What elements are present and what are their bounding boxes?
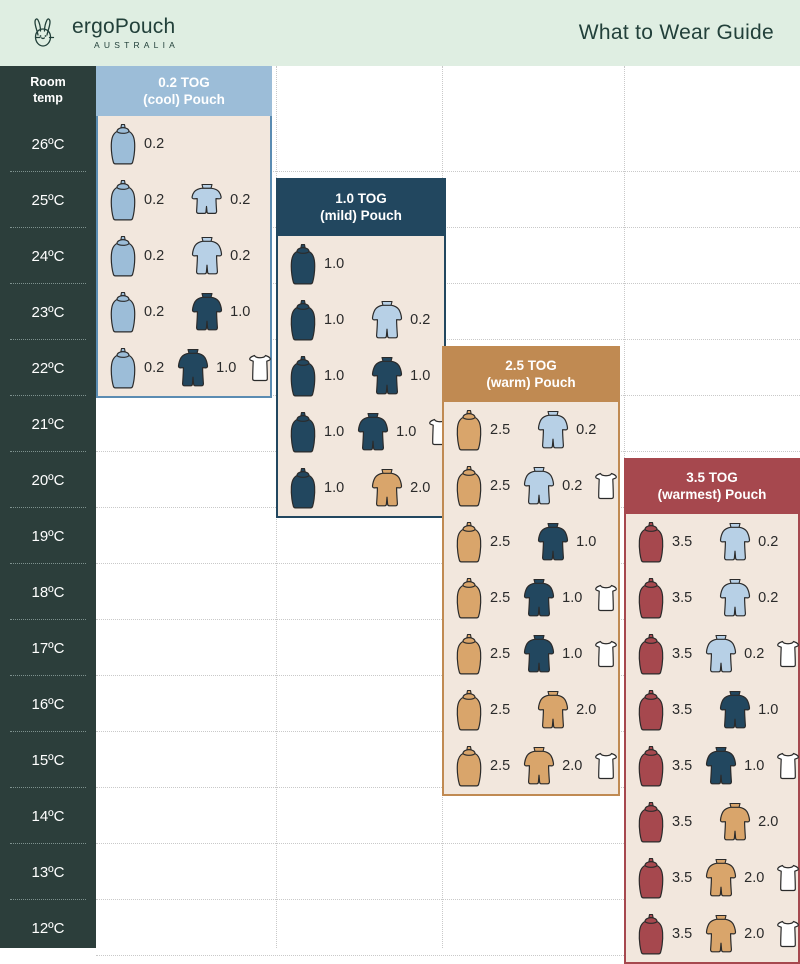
room-temp-column [0,66,96,948]
long-sleeve-suit-icon [522,575,556,621]
long-sleeve-suit-icon [370,465,404,511]
long-sleeve-suit-icon [536,407,570,453]
long-sleeve-suit-icon [522,631,556,677]
long-sleeve-suit-icon [176,345,210,391]
tog-value-label: 3.5 [672,814,693,830]
tog-value-label: 2.0 [744,870,765,886]
room-temp-cell: 17ºC [0,620,96,676]
tog-column-3-5 [624,458,800,964]
tog-value-label: 3.5 [672,646,693,662]
tog-row [626,850,798,906]
long-sleeve-suit-icon [536,407,570,453]
tog-value-label: 0.2 [758,590,779,606]
tog-title-line2: (mild) Pouch [320,208,402,223]
tog-value-label: 0.2 [144,360,165,376]
tog-value-label: 2.5 [490,478,511,494]
tog-value-label: 0.2 [758,534,779,550]
tog-value-label: 1.0 [744,758,765,774]
tog-value-label: 2.5 [490,702,511,718]
long-sleeve-suit-icon [718,519,752,565]
tog-title-line2: (warmest) Pouch [657,487,767,502]
sleeping-bag-icon [108,345,138,391]
singlet-icon [248,353,272,383]
sleeping-bag-icon [108,289,138,335]
room-temp-header-line2: temp [33,91,63,105]
tog-value-label: 2.0 [744,926,765,942]
brand-logo [0,15,179,51]
tog-column-body [96,116,272,398]
singlet-icon [594,583,618,613]
sleeping-bag-icon [636,799,666,845]
brand-name: ergoPouch [72,15,176,39]
sleeping-bag-icon [108,345,138,391]
long-sleeve-suit-icon [704,743,738,789]
tog-row [444,458,618,514]
sleeping-bag-icon [454,575,484,621]
tog-value-label: 1.0 [230,304,251,320]
long-sleeve-suit-icon [370,297,404,343]
long-sleeve-suit-icon [190,233,224,279]
singlet-icon [594,583,618,613]
tog-row [278,404,444,460]
tog-column-header [276,178,446,236]
sleeping-bag-icon [108,177,138,223]
long-sleeve-suit-icon [704,631,738,677]
long-sleeve-suit-icon [536,687,570,733]
sleeping-bag-icon [636,575,666,621]
tog-title-line1: 1.0 TOG [335,190,387,206]
long-sleeve-suit-icon [522,463,556,509]
tog-value-label: 3.5 [672,926,693,942]
sleeping-bag-icon [288,465,318,511]
room-temp-cell: 25ºC [0,172,96,228]
long-sleeve-suit-icon [370,353,404,399]
tog-value-label: 3.5 [672,534,693,550]
tog-row [98,340,270,396]
singlet-icon [776,751,800,781]
long-sleeve-suit-icon [356,409,390,455]
bunny-logo-icon [26,15,66,51]
room-temp-cell: 20ºC [0,452,96,508]
long-sleeve-suit-icon [522,463,556,509]
sleeping-bag-icon [636,743,666,789]
sleeping-bag-icon [636,743,666,789]
tog-value-label: 0.2 [144,248,165,264]
tog-row [278,460,444,516]
tog-value-label: 1.0 [324,368,345,384]
tog-row [626,626,798,682]
sleeping-bag-icon [454,407,484,453]
tog-value-label: 1.0 [324,312,345,328]
room-temp-cell: 24ºC [0,228,96,284]
tog-value-label: 3.5 [672,702,693,718]
tog-row [626,906,798,962]
sleeping-bag-icon [636,911,666,957]
long-sleeve-suit-icon [522,743,556,789]
tog-value-label: 1.0 [324,256,345,272]
tog-value-label: 0.2 [744,646,765,662]
sleeping-bag-icon [288,409,318,455]
tog-value-label: 3.5 [672,590,693,606]
tog-value-label: 0.2 [410,312,431,328]
tog-value-label: 3.5 [672,758,693,774]
tog-title-line1: 3.5 TOG [686,469,738,485]
sleeping-bag-icon [636,631,666,677]
tog-row [278,292,444,348]
long-sleeve-suit-icon [718,687,752,733]
singlet-icon [776,919,800,949]
tog-row [98,284,270,340]
tog-value-label: 1.0 [758,702,779,718]
sleeping-bag-icon [108,121,138,167]
sleeping-bag-icon [454,743,484,789]
long-sleeve-suit-icon [370,353,404,399]
tog-title-line2: (warm) Pouch [486,375,576,390]
tog-row [626,738,798,794]
sleeping-bag-icon [636,519,666,565]
tog-value-label: 1.0 [562,646,583,662]
long-sleeve-suit-icon [176,345,210,391]
tog-value-label: 1.0 [324,424,345,440]
tog-row [626,570,798,626]
sleeping-bag-icon [288,297,318,343]
tog-value-label: 2.0 [410,480,431,496]
tog-value-label: 1.0 [576,534,597,550]
sleeping-bag-icon [454,407,484,453]
sleeping-bag-icon [288,297,318,343]
sleeping-bag-icon [108,289,138,335]
tog-row [444,570,618,626]
tog-value-label: 0.2 [230,248,251,264]
singlet-icon [594,471,618,501]
tog-column-body [624,514,800,964]
long-sleeve-suit-icon [536,519,570,565]
tog-value-label: 2.5 [490,590,511,606]
tog-value-label: 2.0 [758,814,779,830]
long-sleeve-suit-icon [704,855,738,901]
long-sleeve-suit-icon [718,799,752,845]
tog-value-label: 2.5 [490,534,511,550]
tog-column-header [624,458,800,514]
tog-value-label: 3.5 [672,870,693,886]
sleeping-bag-icon [636,911,666,957]
tog-value-label: 0.2 [144,192,165,208]
sleeping-bag-icon [454,463,484,509]
tog-value-label: 2.5 [490,758,511,774]
long-sleeve-suit-icon [704,911,738,957]
sleeping-bag-icon [454,519,484,565]
page-title: What to Wear Guide [578,21,774,44]
room-temp-cell: 15ºC [0,732,96,788]
long-sleeve-suit-icon [704,743,738,789]
singlet-icon [776,751,800,781]
sleeping-bag-icon [108,121,138,167]
singlet-icon [594,751,618,781]
room-temp-cell: 23ºC [0,284,96,340]
room-temp-header [0,66,96,116]
sleeping-bag-icon [454,743,484,789]
long-sleeve-suit-icon [190,289,224,335]
sleeping-bag-icon [454,575,484,621]
tog-row [98,228,270,284]
long-sleeve-suit-icon [718,575,752,621]
sleeping-bag-icon [108,233,138,279]
room-temp-cell: 21ºC [0,396,96,452]
tog-column-header [96,66,272,116]
tog-value-label: 2.0 [562,758,583,774]
tog-column-body [442,402,620,796]
tog-title-line1: 0.2 TOG [158,74,210,90]
long-sleeve-suit-icon [536,519,570,565]
long-sleeve-suit-icon [370,297,404,343]
sleeping-bag-icon [288,465,318,511]
tog-row [444,682,618,738]
sleeping-bag-icon [288,409,318,455]
tog-row [626,682,798,738]
tog-value-label: 1.0 [396,424,417,440]
tog-row [444,738,618,794]
long-sleeve-suit-icon [536,687,570,733]
brand-subtitle: AUSTRALIA [94,40,180,51]
tog-value-label: 0.2 [144,136,165,152]
tog-value-label: 2.5 [490,646,511,662]
tog-value-label: 0.2 [562,478,583,494]
tog-row [278,348,444,404]
tog-value-label: 2.5 [490,422,511,438]
tog-column-body [276,236,446,518]
long-sleeve-suit-icon [356,409,390,455]
room-temp-cell: 26ºC [0,116,96,172]
singlet-icon [594,751,618,781]
sleeping-bag-icon [108,177,138,223]
singlet-icon [594,639,618,669]
room-temp-cell: 22ºC [0,340,96,396]
sleeping-bag-icon [454,687,484,733]
sleeping-bag-icon [288,241,318,287]
sleeping-bag-icon [108,233,138,279]
sleeping-bag-icon [288,241,318,287]
long-sleeve-suit-icon [522,575,556,621]
sleeping-bag-icon [454,687,484,733]
room-temp-cell: 13ºC [0,844,96,900]
singlet-icon [776,639,800,669]
sleeping-bag-icon [636,687,666,733]
tog-column-1-0 [276,178,446,518]
singlet-icon [776,863,800,893]
tog-row [444,626,618,682]
sleeping-bag-icon [288,353,318,399]
singlet-icon [594,639,618,669]
long-sleeve-suit-icon [704,911,738,957]
what-to-wear-table [0,66,800,948]
tog-value-label: 1.0 [324,480,345,496]
tog-row [98,116,270,172]
tog-column-header [442,346,620,402]
sleeping-bag-icon [636,855,666,901]
sleeping-bag-icon [454,519,484,565]
room-temp-cell: 16ºC [0,676,96,732]
page-header [0,0,800,66]
sleeping-bag-icon [636,631,666,677]
room-temp-cell: 14ºC [0,788,96,844]
room-temp-cell: 19ºC [0,508,96,564]
long-sleeve-suit-icon [522,631,556,677]
sleeping-bag-icon [454,631,484,677]
long-sleeve-suit-icon [718,687,752,733]
tog-value-label: 0.2 [576,422,597,438]
singlet-icon [776,863,800,893]
tog-row [444,402,618,458]
tog-value-label: 2.0 [576,702,597,718]
long-sleeve-suit-icon [718,799,752,845]
tog-row [278,236,444,292]
tog-column-2-5 [442,346,620,796]
room-temp-cell: 12ºC [31,919,65,937]
long-sleeve-suit-icon [522,743,556,789]
tog-row [444,514,618,570]
sleeping-bag-icon [636,575,666,621]
tog-value-label: 1.0 [216,360,237,376]
singlet-icon [776,639,800,669]
tog-title-line1: 2.5 TOG [505,357,557,373]
short-sleeve-suit-icon [190,180,224,220]
long-sleeve-suit-icon [370,465,404,511]
tog-value-label: 1.0 [562,590,583,606]
sleeping-bag-icon [636,799,666,845]
tog-row [626,514,798,570]
tog-row [626,794,798,850]
long-sleeve-suit-icon [704,631,738,677]
room-temp-cell: 18ºC [0,564,96,620]
tog-value-label: 0.2 [144,304,165,320]
tog-title-line2: (cool) Pouch [143,92,225,107]
tog-column-0-2 [96,66,272,398]
long-sleeve-suit-icon [718,575,752,621]
tog-value-label: 0.2 [230,192,251,208]
long-sleeve-suit-icon [190,289,224,335]
sleeping-bag-icon [454,631,484,677]
room-temp-header-line1: Room [30,75,66,90]
sleeping-bag-icon [636,519,666,565]
sleeping-bag-icon [636,855,666,901]
sleeping-bag-icon [454,463,484,509]
long-sleeve-suit-icon [718,519,752,565]
tog-value-label: 1.0 [410,368,431,384]
singlet-icon [776,919,800,949]
singlet-icon [248,353,272,383]
tog-row [98,172,270,228]
short-sleeve-suit-icon [190,180,224,220]
long-sleeve-suit-icon [190,233,224,279]
sleeping-bag-icon [636,687,666,733]
singlet-icon [594,471,618,501]
sleeping-bag-icon [288,353,318,399]
long-sleeve-suit-icon [704,855,738,901]
